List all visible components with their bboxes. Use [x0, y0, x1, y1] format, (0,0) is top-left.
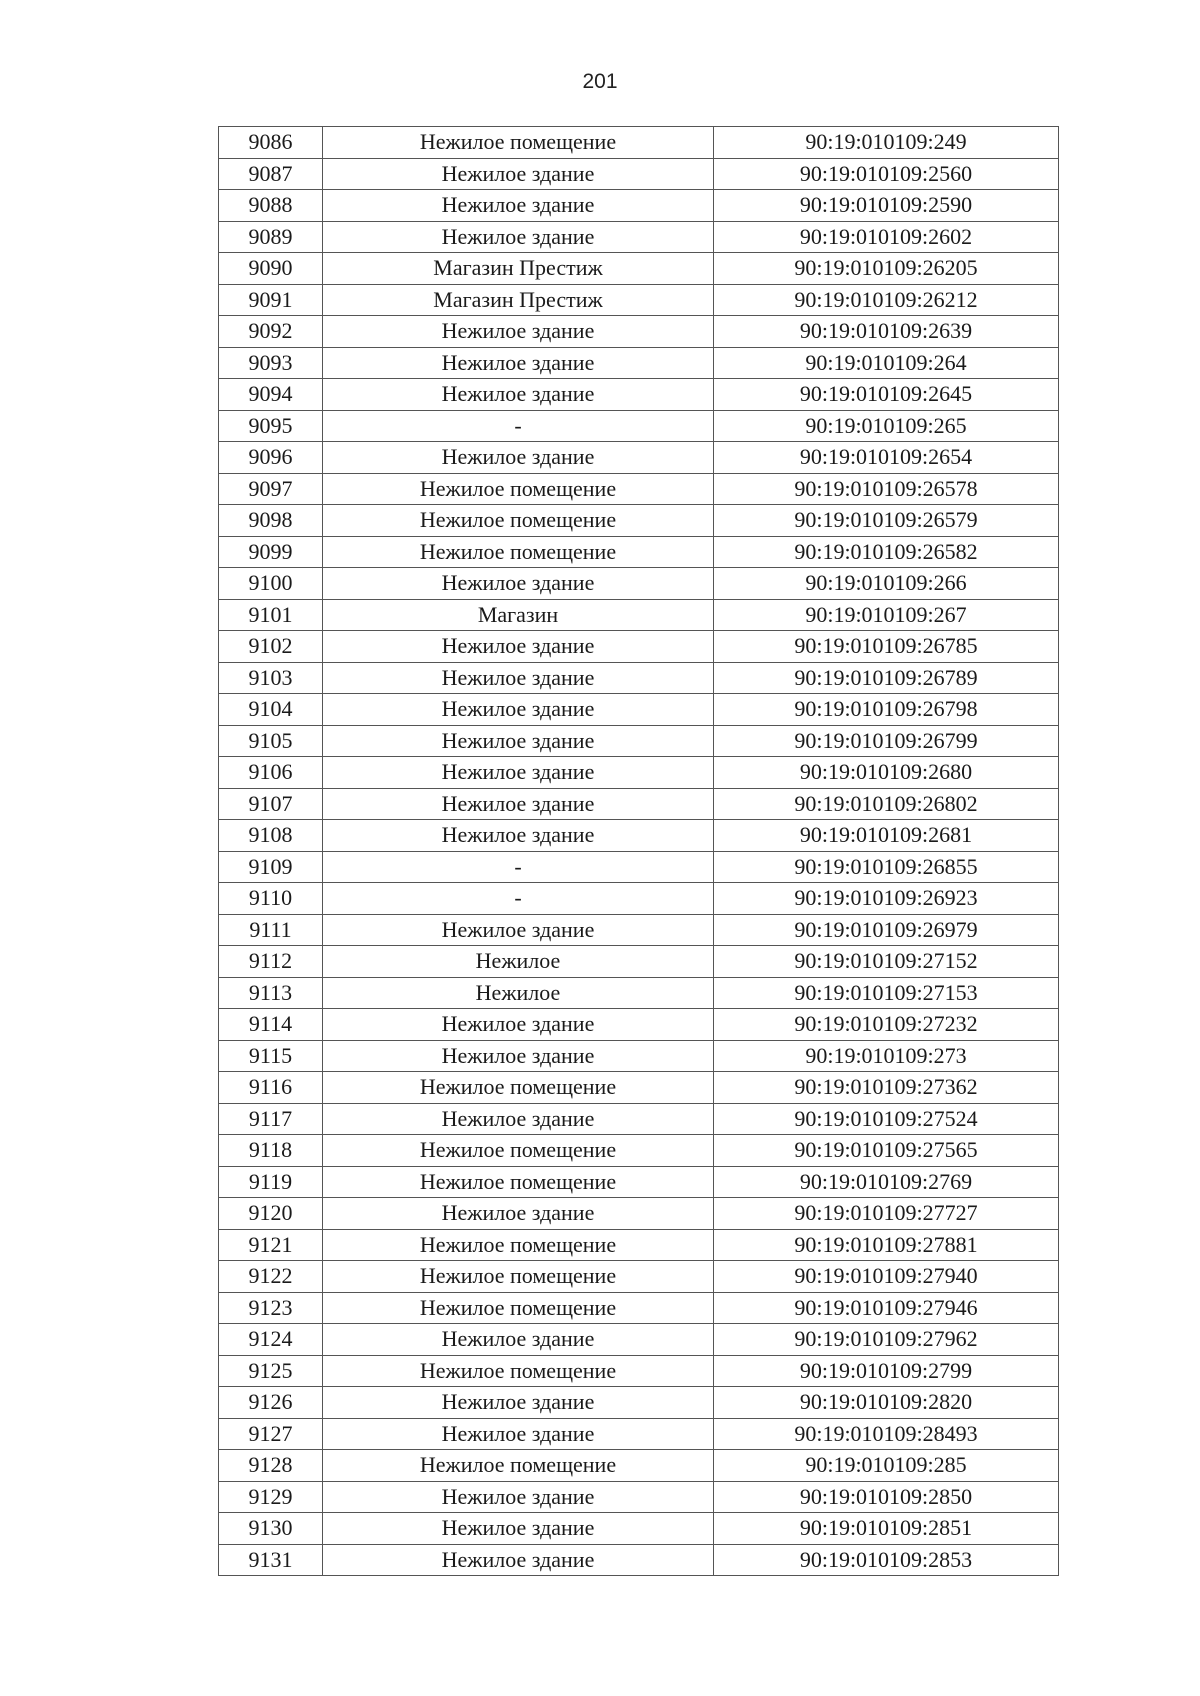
cadastral-number-cell: 90:19:010109:273	[714, 1040, 1059, 1072]
cadastral-number-cell: 90:19:010109:2602	[714, 221, 1059, 253]
table-row	[219, 1135, 1059, 1167]
object-name-cell: Нежилое здание	[323, 725, 714, 757]
table-row	[219, 505, 1059, 537]
row-number-cell: 9121	[219, 1229, 323, 1261]
table-row	[219, 1544, 1059, 1576]
row-number-cell: 9111	[219, 914, 323, 946]
cadastral-number-cell: 90:19:010109:27524	[714, 1103, 1059, 1135]
table-row	[219, 1261, 1059, 1293]
cadastral-number-cell: 90:19:010109:264	[714, 347, 1059, 379]
object-name-cell: -	[323, 883, 714, 915]
table-row	[219, 1387, 1059, 1419]
cadastral-number-cell: 90:19:010109:285	[714, 1450, 1059, 1482]
cadastral-number-cell: 90:19:010109:27565	[714, 1135, 1059, 1167]
cadastral-number-cell: 90:19:010109:28493	[714, 1418, 1059, 1450]
cadastral-number-cell: 90:19:010109:26979	[714, 914, 1059, 946]
object-name-cell: Нежилое здание	[323, 914, 714, 946]
object-name-cell: Нежилое здание	[323, 1103, 714, 1135]
cadastral-number-cell: 90:19:010109:26923	[714, 883, 1059, 915]
cadastral-number-cell: 90:19:010109:27881	[714, 1229, 1059, 1261]
object-name-cell: Нежилое помещение	[323, 127, 714, 159]
object-name-cell: Нежилое помещение	[323, 1261, 714, 1293]
object-name-cell: Нежилое здание	[323, 662, 714, 694]
cadastral-number-cell: 90:19:010109:2850	[714, 1481, 1059, 1513]
table-row	[219, 1040, 1059, 1072]
object-name-cell: Нежилое здание	[323, 379, 714, 411]
object-name-cell: Нежилое здание	[323, 1418, 714, 1450]
row-number-cell: 9096	[219, 442, 323, 474]
cadastral-number-cell: 90:19:010109:2654	[714, 442, 1059, 474]
row-number-cell: 9126	[219, 1387, 323, 1419]
cadastral-number-cell: 90:19:010109:27962	[714, 1324, 1059, 1356]
table-row	[219, 221, 1059, 253]
object-name-cell: Нежилое помещение	[323, 473, 714, 505]
cadastral-number-cell: 90:19:010109:26785	[714, 631, 1059, 663]
object-name-cell: Магазин	[323, 599, 714, 631]
object-name-cell: Нежилое здание	[323, 820, 714, 852]
row-number-cell: 9131	[219, 1544, 323, 1576]
table-row	[219, 1324, 1059, 1356]
cadastral-number-cell: 90:19:010109:26799	[714, 725, 1059, 757]
row-number-cell: 9104	[219, 694, 323, 726]
row-number-cell: 9117	[219, 1103, 323, 1135]
row-number-cell: 9110	[219, 883, 323, 915]
table-row	[219, 820, 1059, 852]
row-number-cell: 9107	[219, 788, 323, 820]
table-row	[219, 662, 1059, 694]
table-row	[219, 1072, 1059, 1104]
cadastral-number-cell: 90:19:010109:2645	[714, 379, 1059, 411]
object-name-cell: Нежилое здание	[323, 568, 714, 600]
object-name-cell: -	[323, 851, 714, 883]
object-name-cell: Нежилое здание	[323, 1481, 714, 1513]
row-number-cell: 9119	[219, 1166, 323, 1198]
object-name-cell: Нежилое здание	[323, 190, 714, 222]
row-number-cell: 9099	[219, 536, 323, 568]
cadastral-number-cell: 90:19:010109:26578	[714, 473, 1059, 505]
table-row	[219, 347, 1059, 379]
row-number-cell: 9128	[219, 1450, 323, 1482]
table-row	[219, 253, 1059, 285]
row-number-cell: 9105	[219, 725, 323, 757]
row-number-cell: 9102	[219, 631, 323, 663]
row-number-cell: 9118	[219, 1135, 323, 1167]
table-row	[219, 1166, 1059, 1198]
cadastral-number-cell: 90:19:010109:27153	[714, 977, 1059, 1009]
object-name-cell: Нежилое здание	[323, 1009, 714, 1041]
row-number-cell: 9116	[219, 1072, 323, 1104]
table-row	[219, 442, 1059, 474]
row-number-cell: 9093	[219, 347, 323, 379]
row-number-cell: 9124	[219, 1324, 323, 1356]
row-number-cell: 9122	[219, 1261, 323, 1293]
table-row	[219, 631, 1059, 663]
table-row	[219, 1009, 1059, 1041]
cadastral-number-cell: 90:19:010109:27232	[714, 1009, 1059, 1041]
object-name-cell: Нежилое	[323, 977, 714, 1009]
table-row	[219, 599, 1059, 631]
table-row	[219, 946, 1059, 978]
table-row	[219, 914, 1059, 946]
cadastral-number-cell: 90:19:010109:26789	[714, 662, 1059, 694]
cadastral-number-cell: 90:19:010109:2590	[714, 190, 1059, 222]
object-name-cell: Нежилое помещение	[323, 1229, 714, 1261]
table-row	[219, 316, 1059, 348]
row-number-cell: 9112	[219, 946, 323, 978]
table-row	[219, 977, 1059, 1009]
row-number-cell: 9091	[219, 284, 323, 316]
row-number-cell: 9090	[219, 253, 323, 285]
table-row	[219, 379, 1059, 411]
row-number-cell: 9092	[219, 316, 323, 348]
cadastral-number-cell: 90:19:010109:266	[714, 568, 1059, 600]
table-row	[219, 1450, 1059, 1482]
table-row	[219, 1418, 1059, 1450]
table-row	[219, 1355, 1059, 1387]
object-name-cell: Нежилое	[323, 946, 714, 978]
row-number-cell: 9087	[219, 158, 323, 190]
object-name-cell: Нежилое помещение	[323, 1450, 714, 1482]
cadastral-number-cell: 90:19:010109:2799	[714, 1355, 1059, 1387]
row-number-cell: 9094	[219, 379, 323, 411]
table-row	[219, 1481, 1059, 1513]
cadastral-number-cell: 90:19:010109:26212	[714, 284, 1059, 316]
object-name-cell: Нежилое здание	[323, 442, 714, 474]
cadastral-number-cell: 90:19:010109:2851	[714, 1513, 1059, 1545]
row-number-cell: 9100	[219, 568, 323, 600]
table-row	[219, 883, 1059, 915]
cadastral-number-cell: 90:19:010109:249	[714, 127, 1059, 159]
object-name-cell: Нежилое здание	[323, 757, 714, 789]
object-name-cell: -	[323, 410, 714, 442]
table-body	[219, 127, 1059, 1576]
cadastral-number-cell: 90:19:010109:27946	[714, 1292, 1059, 1324]
cadastral-number-cell: 90:19:010109:27362	[714, 1072, 1059, 1104]
cadastral-number-cell: 90:19:010109:27727	[714, 1198, 1059, 1230]
table-row	[219, 190, 1059, 222]
object-name-cell: Нежилое здание	[323, 316, 714, 348]
row-number-cell: 9129	[219, 1481, 323, 1513]
cadastral-number-cell: 90:19:010109:2560	[714, 158, 1059, 190]
cadastral-number-cell: 90:19:010109:26582	[714, 536, 1059, 568]
row-number-cell: 9098	[219, 505, 323, 537]
table-row	[219, 1229, 1059, 1261]
table-row	[219, 1292, 1059, 1324]
row-number-cell: 9114	[219, 1009, 323, 1041]
object-name-cell: Нежилое здание	[323, 694, 714, 726]
row-number-cell: 9106	[219, 757, 323, 789]
object-name-cell: Магазин Престиж	[323, 253, 714, 285]
row-number-cell: 9089	[219, 221, 323, 253]
table-row	[219, 127, 1059, 159]
cadastral-number-cell: 90:19:010109:267	[714, 599, 1059, 631]
table-row	[219, 757, 1059, 789]
table-row	[219, 1198, 1059, 1230]
cadastral-number-cell: 90:19:010109:27152	[714, 946, 1059, 978]
cadastral-number-cell: 90:19:010109:26579	[714, 505, 1059, 537]
row-number-cell: 9130	[219, 1513, 323, 1545]
row-number-cell: 9095	[219, 410, 323, 442]
object-name-cell: Нежилое помещение	[323, 1292, 714, 1324]
cadastral-number-cell: 90:19:010109:2680	[714, 757, 1059, 789]
row-number-cell: 9115	[219, 1040, 323, 1072]
table-row	[219, 473, 1059, 505]
object-name-cell: Нежилое здание	[323, 1513, 714, 1545]
table-row	[219, 1103, 1059, 1135]
table-row	[219, 694, 1059, 726]
object-name-cell: Нежилое здание	[323, 788, 714, 820]
cadastral-number-cell: 90:19:010109:2853	[714, 1544, 1059, 1576]
row-number-cell: 9086	[219, 127, 323, 159]
cadastral-number-cell: 90:19:010109:2820	[714, 1387, 1059, 1419]
table-row	[219, 851, 1059, 883]
object-name-cell: Нежилое здание	[323, 631, 714, 663]
table-row	[219, 284, 1059, 316]
row-number-cell: 9088	[219, 190, 323, 222]
row-number-cell: 9127	[219, 1418, 323, 1450]
cadastral-number-cell: 90:19:010109:26802	[714, 788, 1059, 820]
cadastral-number-cell: 90:19:010109:2769	[714, 1166, 1059, 1198]
object-name-cell: Нежилое помещение	[323, 1166, 714, 1198]
row-number-cell: 9108	[219, 820, 323, 852]
table-row	[219, 725, 1059, 757]
object-name-cell: Нежилое здание	[323, 347, 714, 379]
object-name-cell: Нежилое помещение	[323, 1135, 714, 1167]
row-number-cell: 9113	[219, 977, 323, 1009]
cadastral-number-cell: 90:19:010109:2681	[714, 820, 1059, 852]
table-row	[219, 1513, 1059, 1545]
cadastral-number-cell: 90:19:010109:26798	[714, 694, 1059, 726]
object-name-cell: Нежилое помещение	[323, 1072, 714, 1104]
cadastral-number-cell: 90:19:010109:265	[714, 410, 1059, 442]
row-number-cell: 9123	[219, 1292, 323, 1324]
table-row	[219, 788, 1059, 820]
row-number-cell: 9120	[219, 1198, 323, 1230]
cadastral-number-cell: 90:19:010109:26855	[714, 851, 1059, 883]
row-number-cell: 9125	[219, 1355, 323, 1387]
object-name-cell: Нежилое здание	[323, 1324, 714, 1356]
object-name-cell: Нежилое помещение	[323, 505, 714, 537]
object-name-cell: Нежилое помещение	[323, 536, 714, 568]
object-name-cell: Магазин Престиж	[323, 284, 714, 316]
page-number: 201	[582, 70, 618, 93]
row-number-cell: 9103	[219, 662, 323, 694]
cadastral-number-cell: 90:19:010109:2639	[714, 316, 1059, 348]
object-name-cell: Нежилое здание	[323, 158, 714, 190]
cadastral-number-cell: 90:19:010109:27940	[714, 1261, 1059, 1293]
row-number-cell: 9097	[219, 473, 323, 505]
object-name-cell: Нежилое здание	[323, 1040, 714, 1072]
object-name-cell: Нежилое здание	[323, 1198, 714, 1230]
table-row	[219, 568, 1059, 600]
row-number-cell: 9101	[219, 599, 323, 631]
cadastral-number-cell: 90:19:010109:26205	[714, 253, 1059, 285]
table-row	[219, 410, 1059, 442]
table-row	[219, 536, 1059, 568]
registry-table	[218, 126, 1059, 1576]
object-name-cell: Нежилое здание	[323, 1544, 714, 1576]
object-name-cell: Нежилое помещение	[323, 1355, 714, 1387]
table-row	[219, 158, 1059, 190]
object-name-cell: Нежилое здание	[323, 221, 714, 253]
row-number-cell: 9109	[219, 851, 323, 883]
object-name-cell: Нежилое здание	[323, 1387, 714, 1419]
